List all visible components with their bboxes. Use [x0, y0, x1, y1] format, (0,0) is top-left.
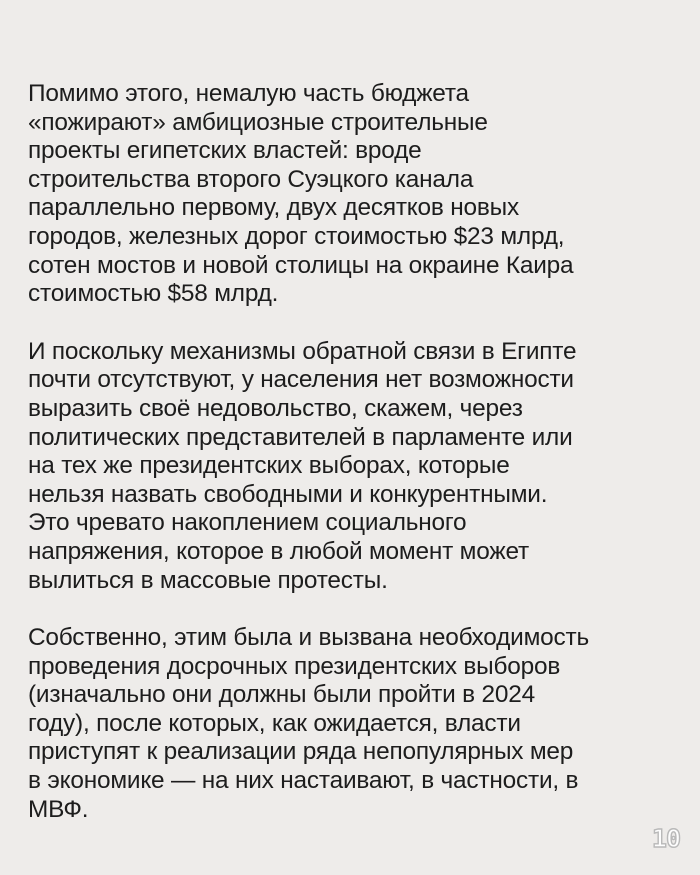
paragraph-budget-projects: Помимо этого, немалую часть бюджета «пожирают» амбициозные строительные проекты египетских властей: вроде строительства второго Суэцкого канала параллельно первому, двух десятков новых городов, железных дорог стоимостью $23 млрд, сотен мостов и новой столицы на окраине Каира стоимостью $58 млрд. [28, 80, 574, 308]
paragraph-early-elections: Собственно, этим была и вызвана необходимость проведения досрочных президентских выборов (изначально они должны были пройти в 2024 году), после которых, как ожидается, власти приступят к реализации ряда непопулярных мер в экономике — на них настаивают, в частности, в МВФ. [28, 624, 589, 823]
article-text [28, 80, 678, 824]
paragraph-feedback-mechanisms: И поскольку механизмы обратной связи в Египте почти отсутствуют, у населения нет возможности выразить своё недовольство, скажем, через политических представителей в парламенте или на тех же президентских выборах, которые нельзя назвать свободными и конкурентными. Это чревато накоплением социального напряжения, которое в любой момент может вылиться в массовые протесты. [28, 337, 577, 594]
page-number: 10 [651, 824, 680, 853]
